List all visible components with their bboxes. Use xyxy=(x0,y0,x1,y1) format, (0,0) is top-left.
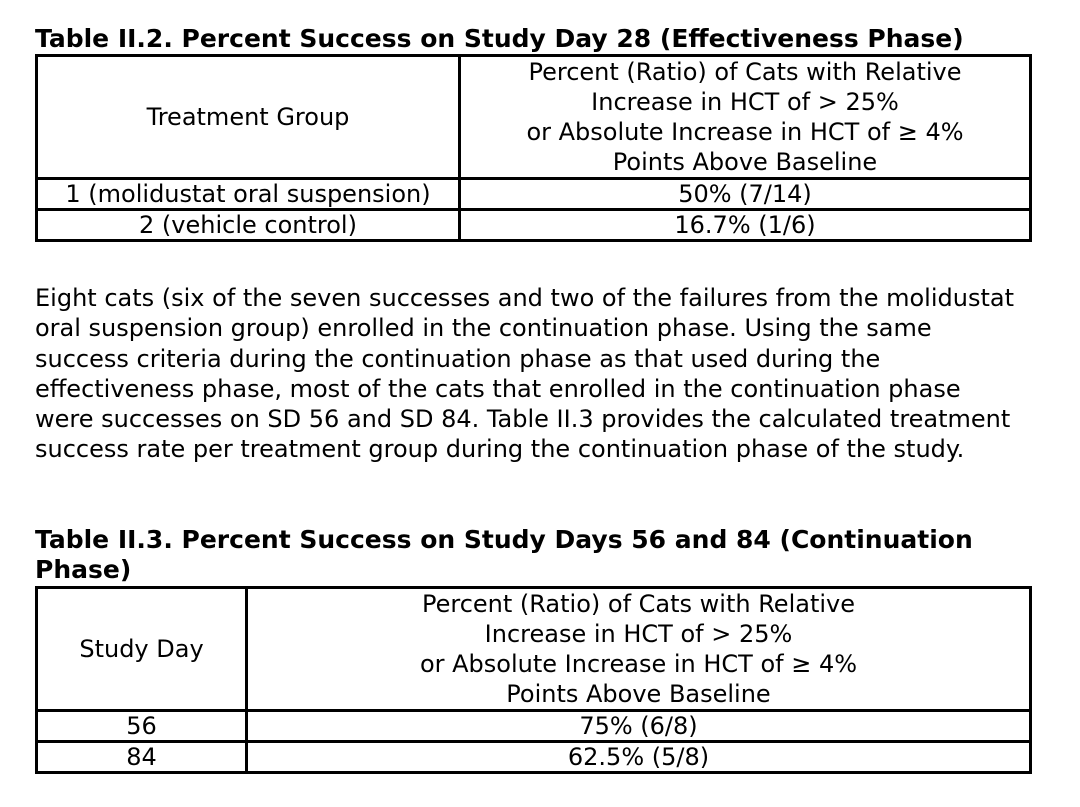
header-line: or Absolute Increase in HCT of ≥ 4% xyxy=(419,650,858,678)
percent-success-cell: 50% (7/14) xyxy=(460,179,1031,210)
header-line: Increase in HCT of > 25% xyxy=(591,88,899,116)
percent-success-header xyxy=(460,56,1031,179)
header-line: Increase in HCT of > 25% xyxy=(484,620,793,648)
table-header-row xyxy=(37,56,1031,179)
study-day-cell: 84 xyxy=(37,742,247,773)
body-paragraph: Eight cats (six of the seven successes and two of the failures from the molidustat oral suspension group) enrolled in the continuation phase. Using the same success criteria during the continuation phase as that used during the effectiveness phase, most of the cats that enrolled in the continuation phase were successes on SD 56 and SD 84. Table II.3 provides the calculated treatment success rate per treatment group during the continuation phase of the study. xyxy=(35,284,1014,464)
header-line: Percent (Ratio) of Cats with Relative xyxy=(528,58,962,86)
treatment-group-cell: 1 (molidustat oral suspension) xyxy=(37,179,460,210)
header-line: Points Above Baseline xyxy=(612,148,878,176)
treatment-group-cell: 2 (vehicle control) xyxy=(37,210,460,241)
table-ii2-caption: Table II.2. Percent Success on Study Day 28 (Effectiveness Phase) xyxy=(35,24,964,53)
table-header-row xyxy=(37,588,1031,711)
table-ii3 xyxy=(35,586,1032,774)
table-ii3-caption: Table II.3. Percent Success on Study Days 56 and 84 (Continuation Phase) xyxy=(35,525,973,584)
percent-success-cell: 62.5% (5/8) xyxy=(247,742,1031,773)
header-line: Percent (Ratio) of Cats with Relative xyxy=(421,590,855,618)
header-line: Points Above Baseline xyxy=(506,680,771,708)
header-line: or Absolute Increase in HCT of ≥ 4% xyxy=(526,118,964,146)
table-row xyxy=(37,210,1031,241)
percent-success-header xyxy=(247,588,1031,711)
treatment-group-header: Treatment Group xyxy=(37,56,460,179)
percent-success-cell: 75% (6/8) xyxy=(247,711,1031,742)
percent-success-cell: 16.7% (1/6) xyxy=(460,210,1031,241)
table-row xyxy=(37,742,1031,773)
table-row xyxy=(37,179,1031,210)
study-day-header: Study Day xyxy=(37,588,247,711)
study-day-cell: 56 xyxy=(37,711,247,742)
table-ii2 xyxy=(35,54,1032,242)
table-row xyxy=(37,711,1031,742)
